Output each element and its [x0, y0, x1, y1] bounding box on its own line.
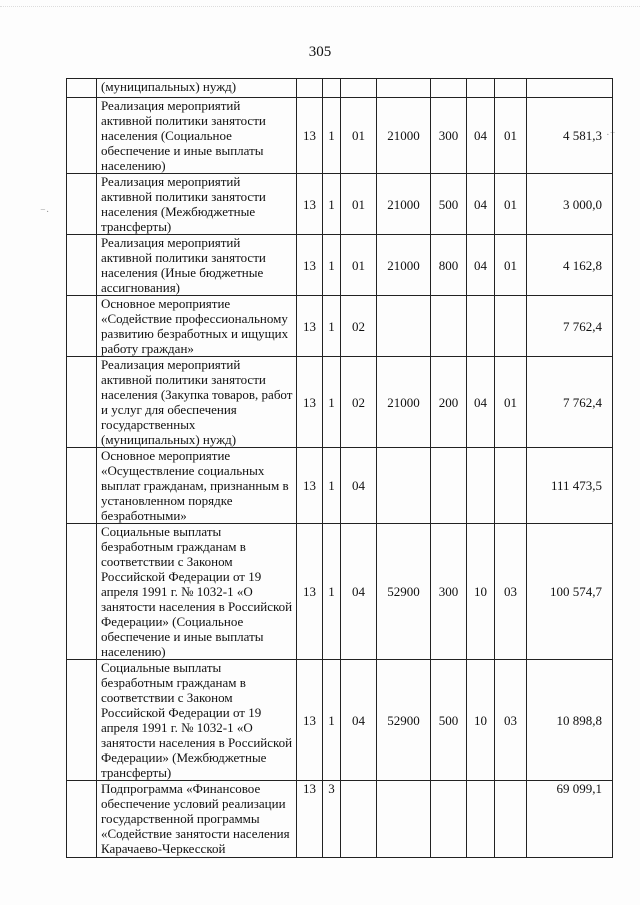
- code-cell: 1: [323, 98, 341, 174]
- code-cell: 04: [467, 98, 495, 174]
- amount-cell: 4 162,8: [527, 235, 613, 296]
- code-cell: 03: [495, 524, 527, 660]
- scan-noise: [0, 6, 640, 23]
- code-cell: [341, 79, 377, 98]
- code-cell: 01: [341, 98, 377, 174]
- code-cell: [467, 448, 495, 524]
- item-name: Основное мероприятие «Осуществление социальных выплат гражданам, признанным в установленном порядке безработными»: [97, 448, 297, 524]
- code-cell: 1: [323, 357, 341, 448]
- item-name: Реализация мероприятий активной политики занятости населения (Закупка товаров, работ и услуг для обеспечения государственных (муниципальных) нужд): [97, 357, 297, 448]
- table-row: [67, 781, 613, 858]
- row-marker-cell: [67, 235, 97, 296]
- amount-cell: 4 581,3: [527, 98, 613, 174]
- code-cell: 02: [341, 357, 377, 448]
- code-cell: [495, 79, 527, 98]
- code-cell: 21000: [377, 174, 431, 235]
- code-cell: [495, 296, 527, 357]
- table-row: [67, 296, 613, 357]
- row-marker-cell: [67, 781, 97, 858]
- code-cell: [377, 79, 431, 98]
- amount-cell: [527, 79, 613, 98]
- table-row: [67, 79, 613, 98]
- code-cell: [467, 781, 495, 858]
- table-row: [67, 235, 613, 296]
- code-cell: [495, 448, 527, 524]
- table-row: [67, 98, 613, 174]
- code-cell: [467, 79, 495, 98]
- code-cell: 1: [323, 524, 341, 660]
- code-cell: 01: [495, 357, 527, 448]
- table-row: [67, 174, 613, 235]
- table-row: [67, 524, 613, 660]
- code-cell: 800: [431, 235, 467, 296]
- code-cell: 04: [341, 524, 377, 660]
- code-cell: [323, 79, 341, 98]
- item-name: Социальные выплаты безработным гражданам в соответствии с Законом Российской Федерации от 19 апреля 1991 г. № 1032-1 «О занятости населения в Российской Федерации» (Межбюджетные трансферты): [97, 660, 297, 781]
- amount-cell: 3 000,0: [527, 174, 613, 235]
- code-cell: 04: [467, 357, 495, 448]
- row-marker-cell: [67, 79, 97, 98]
- code-cell: 10: [467, 660, 495, 781]
- code-cell: 01: [495, 98, 527, 174]
- margin-mark: ·⁻: [606, 129, 616, 141]
- code-cell: [495, 781, 527, 858]
- code-cell: 03: [495, 660, 527, 781]
- item-name: Основное мероприятие «Содействие профессиональному развитию безработных и ищущих работу граждан»: [97, 296, 297, 357]
- code-cell: 01: [341, 174, 377, 235]
- amount-cell: 111 473,5: [527, 448, 613, 524]
- code-cell: 13: [297, 781, 323, 858]
- code-cell: 500: [431, 174, 467, 235]
- row-marker-cell: [67, 296, 97, 357]
- code-cell: [341, 781, 377, 858]
- row-marker-cell: [67, 357, 97, 448]
- code-cell: 13: [297, 524, 323, 660]
- code-cell: 21000: [377, 98, 431, 174]
- code-cell: 13: [297, 235, 323, 296]
- item-name: Подпрограмма «Финансовое обеспечение условий реализации государственной программы «Содействие занятости населения Карачаево-Черкесской: [97, 781, 297, 858]
- row-marker-cell: [67, 174, 97, 235]
- code-cell: 1: [323, 174, 341, 235]
- code-cell: 10: [467, 524, 495, 660]
- table-row: [67, 660, 613, 781]
- code-cell: 02: [341, 296, 377, 357]
- row-marker-cell: [67, 524, 97, 660]
- code-cell: [431, 296, 467, 357]
- code-cell: 13: [297, 174, 323, 235]
- amount-cell: 7 762,4: [527, 357, 613, 448]
- code-cell: 13: [297, 357, 323, 448]
- amount-cell: 100 574,7: [527, 524, 613, 660]
- code-cell: 13: [297, 660, 323, 781]
- code-cell: 1: [323, 660, 341, 781]
- code-cell: 13: [297, 448, 323, 524]
- code-cell: [377, 296, 431, 357]
- budget-table: [66, 78, 616, 858]
- code-cell: 1: [323, 448, 341, 524]
- amount-cell: 7 762,4: [527, 296, 613, 357]
- row-marker-cell: [67, 660, 97, 781]
- code-cell: 3: [323, 781, 341, 858]
- code-cell: 13: [297, 296, 323, 357]
- code-cell: 04: [341, 448, 377, 524]
- amount-cell: 10 898,8: [527, 660, 613, 781]
- code-cell: 21000: [377, 235, 431, 296]
- code-cell: 300: [431, 98, 467, 174]
- item-name: Социальные выплаты безработным гражданам в соответствии с Законом Российской Федерации от 19 апреля 1991 г. № 1032-1 «О занятости населения в Российской Федерации» (Социальное обеспечение и иные выплаты населению): [97, 524, 297, 660]
- code-cell: [431, 79, 467, 98]
- code-cell: 04: [467, 174, 495, 235]
- code-cell: [431, 448, 467, 524]
- code-cell: [377, 781, 431, 858]
- code-cell: 04: [341, 660, 377, 781]
- table-row: [67, 357, 613, 448]
- code-cell: 01: [341, 235, 377, 296]
- table-row: [67, 448, 613, 524]
- code-cell: 13: [297, 98, 323, 174]
- code-cell: 1: [323, 235, 341, 296]
- code-cell: [431, 781, 467, 858]
- code-cell: 01: [495, 235, 527, 296]
- code-cell: [377, 448, 431, 524]
- row-marker-cell: [67, 448, 97, 524]
- item-name: Реализация мероприятий активной политики занятости населения (Межбюджетные трансферты): [97, 174, 297, 235]
- margin-mark: ⁻·: [40, 206, 50, 218]
- code-cell: 500: [431, 660, 467, 781]
- page-number: 305: [308, 44, 332, 60]
- code-cell: [297, 79, 323, 98]
- code-cell: 01: [495, 174, 527, 235]
- code-cell: 04: [467, 235, 495, 296]
- amount-cell: 69 099,1: [527, 781, 613, 858]
- row-marker-cell: [67, 98, 97, 174]
- item-name: Реализация мероприятий активной политики занятости населения (Иные бюджетные ассигнования): [97, 235, 297, 296]
- code-cell: [467, 296, 495, 357]
- code-cell: 52900: [377, 524, 431, 660]
- code-cell: 21000: [377, 357, 431, 448]
- code-cell: 200: [431, 357, 467, 448]
- item-name: Реализация мероприятий активной политики занятости населения (Социальное обеспечение и иные выплаты населению): [97, 98, 297, 174]
- code-cell: 300: [431, 524, 467, 660]
- code-cell: 52900: [377, 660, 431, 781]
- item-name: (муниципальных) нужд): [97, 79, 297, 98]
- code-cell: 1: [323, 296, 341, 357]
